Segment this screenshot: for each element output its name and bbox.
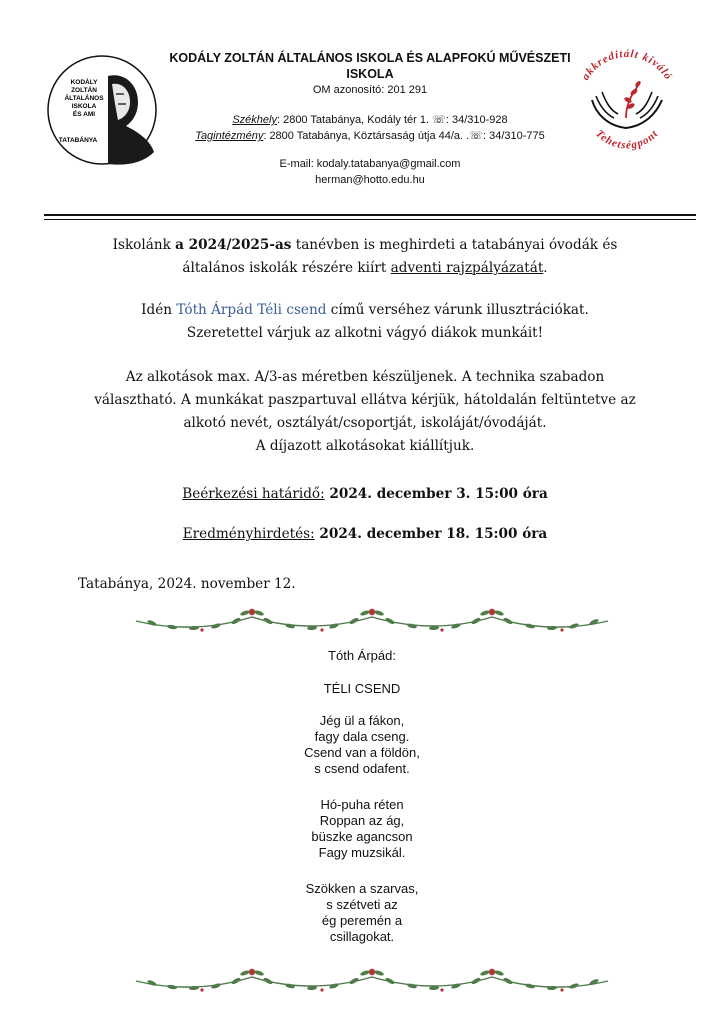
poem-line: Csend van a földön,: [304, 745, 420, 760]
poem-line: Jég ül a fákon,: [319, 713, 405, 728]
result-line: [60, 523, 670, 546]
rules-line: A díjazott alkotásokat kiállítjuk.: [255, 438, 475, 454]
garland-decoration: [132, 603, 612, 633]
talent-point-logo: [568, 40, 686, 162]
result-value: 2024. december 18. 15:00 óra: [314, 526, 548, 542]
logo-text-line: ISKOLA: [71, 103, 97, 110]
logo-text-line: TATABÁNYA: [58, 137, 98, 144]
rules-line: alkotó nevét, osztályát/csoportját, iskoláját/óvodáját.: [183, 415, 547, 431]
intro-text: tanévben is meghirdeti a tatabányai óvodák és: [291, 237, 618, 253]
branch-phone: : 34/310-775: [482, 130, 545, 142]
poem-line: büszke agancson: [311, 829, 413, 844]
seat-phone: : 34/310-928: [445, 114, 508, 126]
poem-stanza-2: [262, 797, 462, 861]
intro-text: Iskolánk: [112, 237, 176, 253]
intro-text: általános iskolák részére kiírt: [182, 260, 391, 276]
email-secondary: herman@hotto.edu.hu: [315, 174, 425, 186]
poem-line: Szökken a szarvas,: [305, 881, 419, 896]
result-label: Eredményhirdetés:: [182, 526, 315, 542]
poem-line: fagy dala cseng.: [314, 729, 410, 744]
branch-address: : 2800 Tatabánya, Köztársaság útja 44/a. .: [263, 130, 470, 142]
branch-line: [160, 128, 580, 144]
poem-author: Tóth Árpád:: [328, 648, 396, 663]
seat-address: : 2800 Tatabánya, Kodály tér 1.: [276, 114, 430, 126]
place-date: Tatabánya, 2024. november 12.: [78, 576, 296, 592]
seat-line: [160, 112, 580, 128]
poem-title: TÉLI CSEND: [323, 681, 401, 696]
header-divider-top: [44, 214, 696, 216]
deadline-value: 2024. december 3. 15:00 óra: [324, 486, 548, 502]
garland-decoration: [132, 963, 612, 993]
contest-name: adventi rajzpályázatát: [390, 260, 544, 276]
poem-stanza-1: [262, 713, 462, 777]
poem-line: Hó-puha réten: [320, 797, 404, 812]
logo-text-line: KODÁLY: [70, 79, 98, 86]
invitation-text: Szeretettel várjuk az alkotni vágyó diákok munkáit!: [186, 325, 544, 341]
seat-label: Székhely: [232, 114, 277, 126]
poem-stanza-3: [262, 881, 462, 945]
poem-line: Roppan az ág,: [319, 813, 405, 828]
poem-intro-text: Idén: [141, 302, 177, 318]
header-divider-bottom: [44, 219, 696, 220]
rules-line: választható. A munkákat paszpartuval ellátva kérjük, hátoldalán feltüntetve az: [94, 392, 636, 408]
branch-label: Tagintézmény: [195, 130, 264, 142]
phone-icon: ☏: [432, 114, 446, 126]
poem-paragraph: [60, 299, 670, 345]
poem-line: s szétveti az: [326, 897, 398, 912]
deadline-label: Beérkezési határidő:: [182, 486, 325, 502]
rules-line: Az alkotások max. A/3-as méretben készüljenek. A technika szabadon: [125, 369, 605, 385]
svg-text:Tehetségpont: [593, 128, 661, 152]
intro-paragraph: [60, 234, 670, 280]
school-name: [160, 50, 580, 82]
school-logo: [46, 54, 158, 166]
school-name-line2: ISKOLA: [346, 67, 394, 81]
poem-line: Fagy muzsikál.: [318, 845, 406, 860]
logo-text-line: ÉS AMI: [72, 111, 96, 118]
svg-text:akkreditált kiváló: [580, 48, 675, 82]
poem-reference: Tóth Árpád Téli csend: [176, 302, 327, 318]
logo-arc-bottom: Tehetségpont: [593, 127, 661, 152]
rules-paragraph: [60, 366, 670, 458]
school-year: a 2024/2025-as: [175, 237, 292, 253]
poem-line: s csend odafent.: [314, 761, 410, 776]
poem-intro-text: című verséhez várunk illusztrációkat.: [326, 302, 589, 318]
email-primary: E-mail: kodaly.tatabanya@gmail.com: [279, 158, 461, 170]
phone-icon: ☏: [469, 130, 483, 142]
deadline-line: [60, 483, 670, 506]
poem-line: ég peremén a: [321, 913, 403, 928]
intro-text: .: [543, 260, 548, 276]
logo-text-line: ÁLTALÁNOS: [64, 95, 104, 102]
logo-arc-top: akkreditált kiváló: [579, 47, 675, 83]
poem-line: csillagokat.: [329, 929, 395, 944]
om-id: OM azonosító: 201 291: [312, 84, 428, 96]
logo-text-line: ZOLTÁN: [71, 87, 97, 94]
school-name-line1: KODÁLY ZOLTÁN ÁLTALÁNOS ISKOLA ÉS ALAPFOKÚ MŰVÉSZETI: [169, 51, 571, 65]
